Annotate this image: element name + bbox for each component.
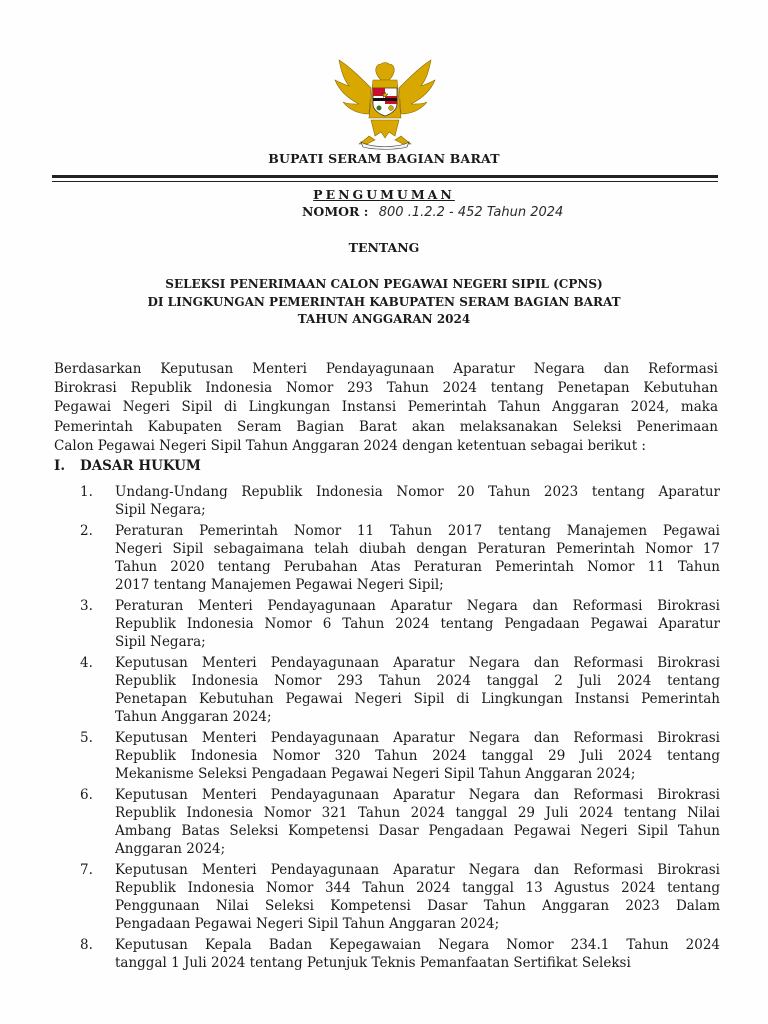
letterhead-rule-thin [52,181,718,182]
list-item-line: Ambang Batas Seleksi Kompetensi Dasar Pengadaan Pegawai Negeri Sipil Tahun [115,823,720,839]
list-item [80,936,720,972]
intro-line: Berdasarkan Keputusan Menteri Pendayagunaan Aparatur Negara dan Reformasi [54,361,718,377]
nomor-value: 800 .1.2.2 - 452 Tahun 2024 [378,205,564,220]
issuing-authority: BUPATI SERAM BAGIAN BARAT [268,151,500,166]
list-item-line: Keputusan Menteri Pendayagunaan Aparatur Negara dan Reformasi Birokrasi [115,730,720,746]
list-item-line: Keputusan Kepala Badan Kepegawaian Negara Nomor 234.1 Tahun 2024 [115,937,720,953]
list-item-line: tanggal 1 Juli 2024 tentang Petunjuk Teknis Pemanfaatan Sertifikat Seleksi [115,955,631,971]
section-title: DASAR HUKUM [80,458,201,474]
title-line: SELEKSI PENERIMAAN CALON PEGAWAI NEGERI SIPIL (CPNS) [165,277,603,291]
title-line: TAHUN ANGGARAN 2024 [297,312,471,326]
garuda-emblem-icon [331,58,439,150]
list-item [80,654,720,726]
list-item-line: Keputusan Menteri Pendayagunaan Aparatur Negara dan Reformasi Birokrasi [115,655,720,671]
list-item-line: Republik Indonesia Nomor 6 Tahun 2024 tentang Pengadaan Pegawai Aparatur [115,616,720,632]
list-item-number: 4. [80,655,93,671]
tentang-heading: TENTANG [348,240,420,255]
list-item-number: 6. [80,787,93,803]
list-item-line: Penetapan Kebutuhan Pegawai Negeri Sipil di Lingkungan Instansi Pemerintah [115,691,720,707]
list-item-line: Peraturan Pemerintah Nomor 11 Tahun 2017 tentang Manajemen Pegawai [115,523,720,539]
list-item [80,597,720,651]
list-item-number: 3. [80,598,93,614]
intro-line: Birokrasi Republik Indonesia Nomor 293 Tahun 2024 tentang Penetapan Kebutuhan [54,380,718,397]
list-item [80,786,720,858]
list-item-line: Keputusan Menteri Pendayagunaan Aparatur Negara dan Reformasi Birokrasi [115,787,720,803]
list-item-line: Republik Indonesia Nomor 293 Tahun 2024 tanggal 2 Juli 2024 tentang [115,673,720,689]
letterhead-rule-thick [52,175,718,178]
list-item-line: Sipil Negara; [115,502,206,518]
list-item-line: Republik Indonesia Nomor 321 Tahun 2024 tanggal 29 Juli 2024 tentang Nilai [115,805,720,821]
intro-line: Pegawai Negeri Sipil di Lingkungan Instansi Pemerintah Tahun Anggaran 2024, maka [54,399,718,416]
list-item-line: Tahun Anggaran 2024; [115,709,272,725]
list-item-line: Anggaran 2024; [115,841,226,857]
list-item [80,861,720,933]
list-item-line: Pengadaan Pegawai Negeri Sipil Tahun Anggaran 2024; [115,916,500,932]
list-item-line: Republik Indonesia Nomor 320 Tahun 2024 tanggal 29 Juli 2024 tentang [115,748,720,764]
list-item-line: Undang-Undang Republik Indonesia Nomor 20 Tahun 2023 tentang Aparatur [115,484,720,500]
document-number [302,204,563,220]
list-item-line: Republik Indonesia Nomor 344 Tahun 2024 tanggal 13 Agustus 2024 tentang [115,880,720,896]
list-item-number: 7. [80,862,93,878]
section-heading [54,458,201,474]
list-item-line: Mekanisme Seleksi Pengadaan Pegawai Negeri Sipil Tahun Anggaran 2024; [115,766,636,782]
list-item-number: 1. [80,484,93,500]
list-item-number: 5. [80,730,93,746]
list-item [80,522,720,594]
intro-line: Pemerintah Kabupaten Seram Bagian Barat akan melaksanakan Seleksi Penerimaan [54,418,718,435]
list-item-line: Keputusan Menteri Pendayagunaan Aparatur Negara dan Reformasi Birokrasi [115,862,720,878]
intro-paragraph [54,360,718,456]
title-line: DI LINGKUNGAN PEMERINTAH KABUPATEN SERAM BAGIAN BARAT [147,294,621,309]
announcement-heading: PENGUMUMAN [313,187,455,202]
list-item-line: Peraturan Menteri Pendayagunaan Aparatur Negara dan Reformasi Birokrasi [115,598,720,614]
list-item-line: Sipil Negara; [115,634,206,650]
document-title [0,276,768,329]
list-item-line: Penggunaan Nilai Seleksi Kompetensi Dasar Tahun Anggaran 2023 Dalam [115,898,720,914]
section-number: I. [54,458,66,474]
nomor-label: NOMOR : [302,204,369,219]
list-item-number: 2. [80,523,93,539]
list-item [80,729,720,783]
list-item-line: Negeri Sipil sebagaimana telah diubah dengan Peraturan Pemerintah Nomor 17 [115,541,720,557]
intro-line: Calon Pegawai Negeri Sipil Tahun Anggaran 2024 dengan ketentuan sebagai berikut : [54,437,646,454]
list-item [80,483,720,519]
list-item-line: Tahun 2020 tentang Perubahan Atas Peraturan Pemerintah Nomor 11 Tahun [115,559,720,575]
legal-basis-list [80,483,720,975]
list-item-number: 8. [80,937,93,953]
list-item-line: 2017 tentang Manajemen Pegawai Negeri Sipil; [115,577,444,593]
